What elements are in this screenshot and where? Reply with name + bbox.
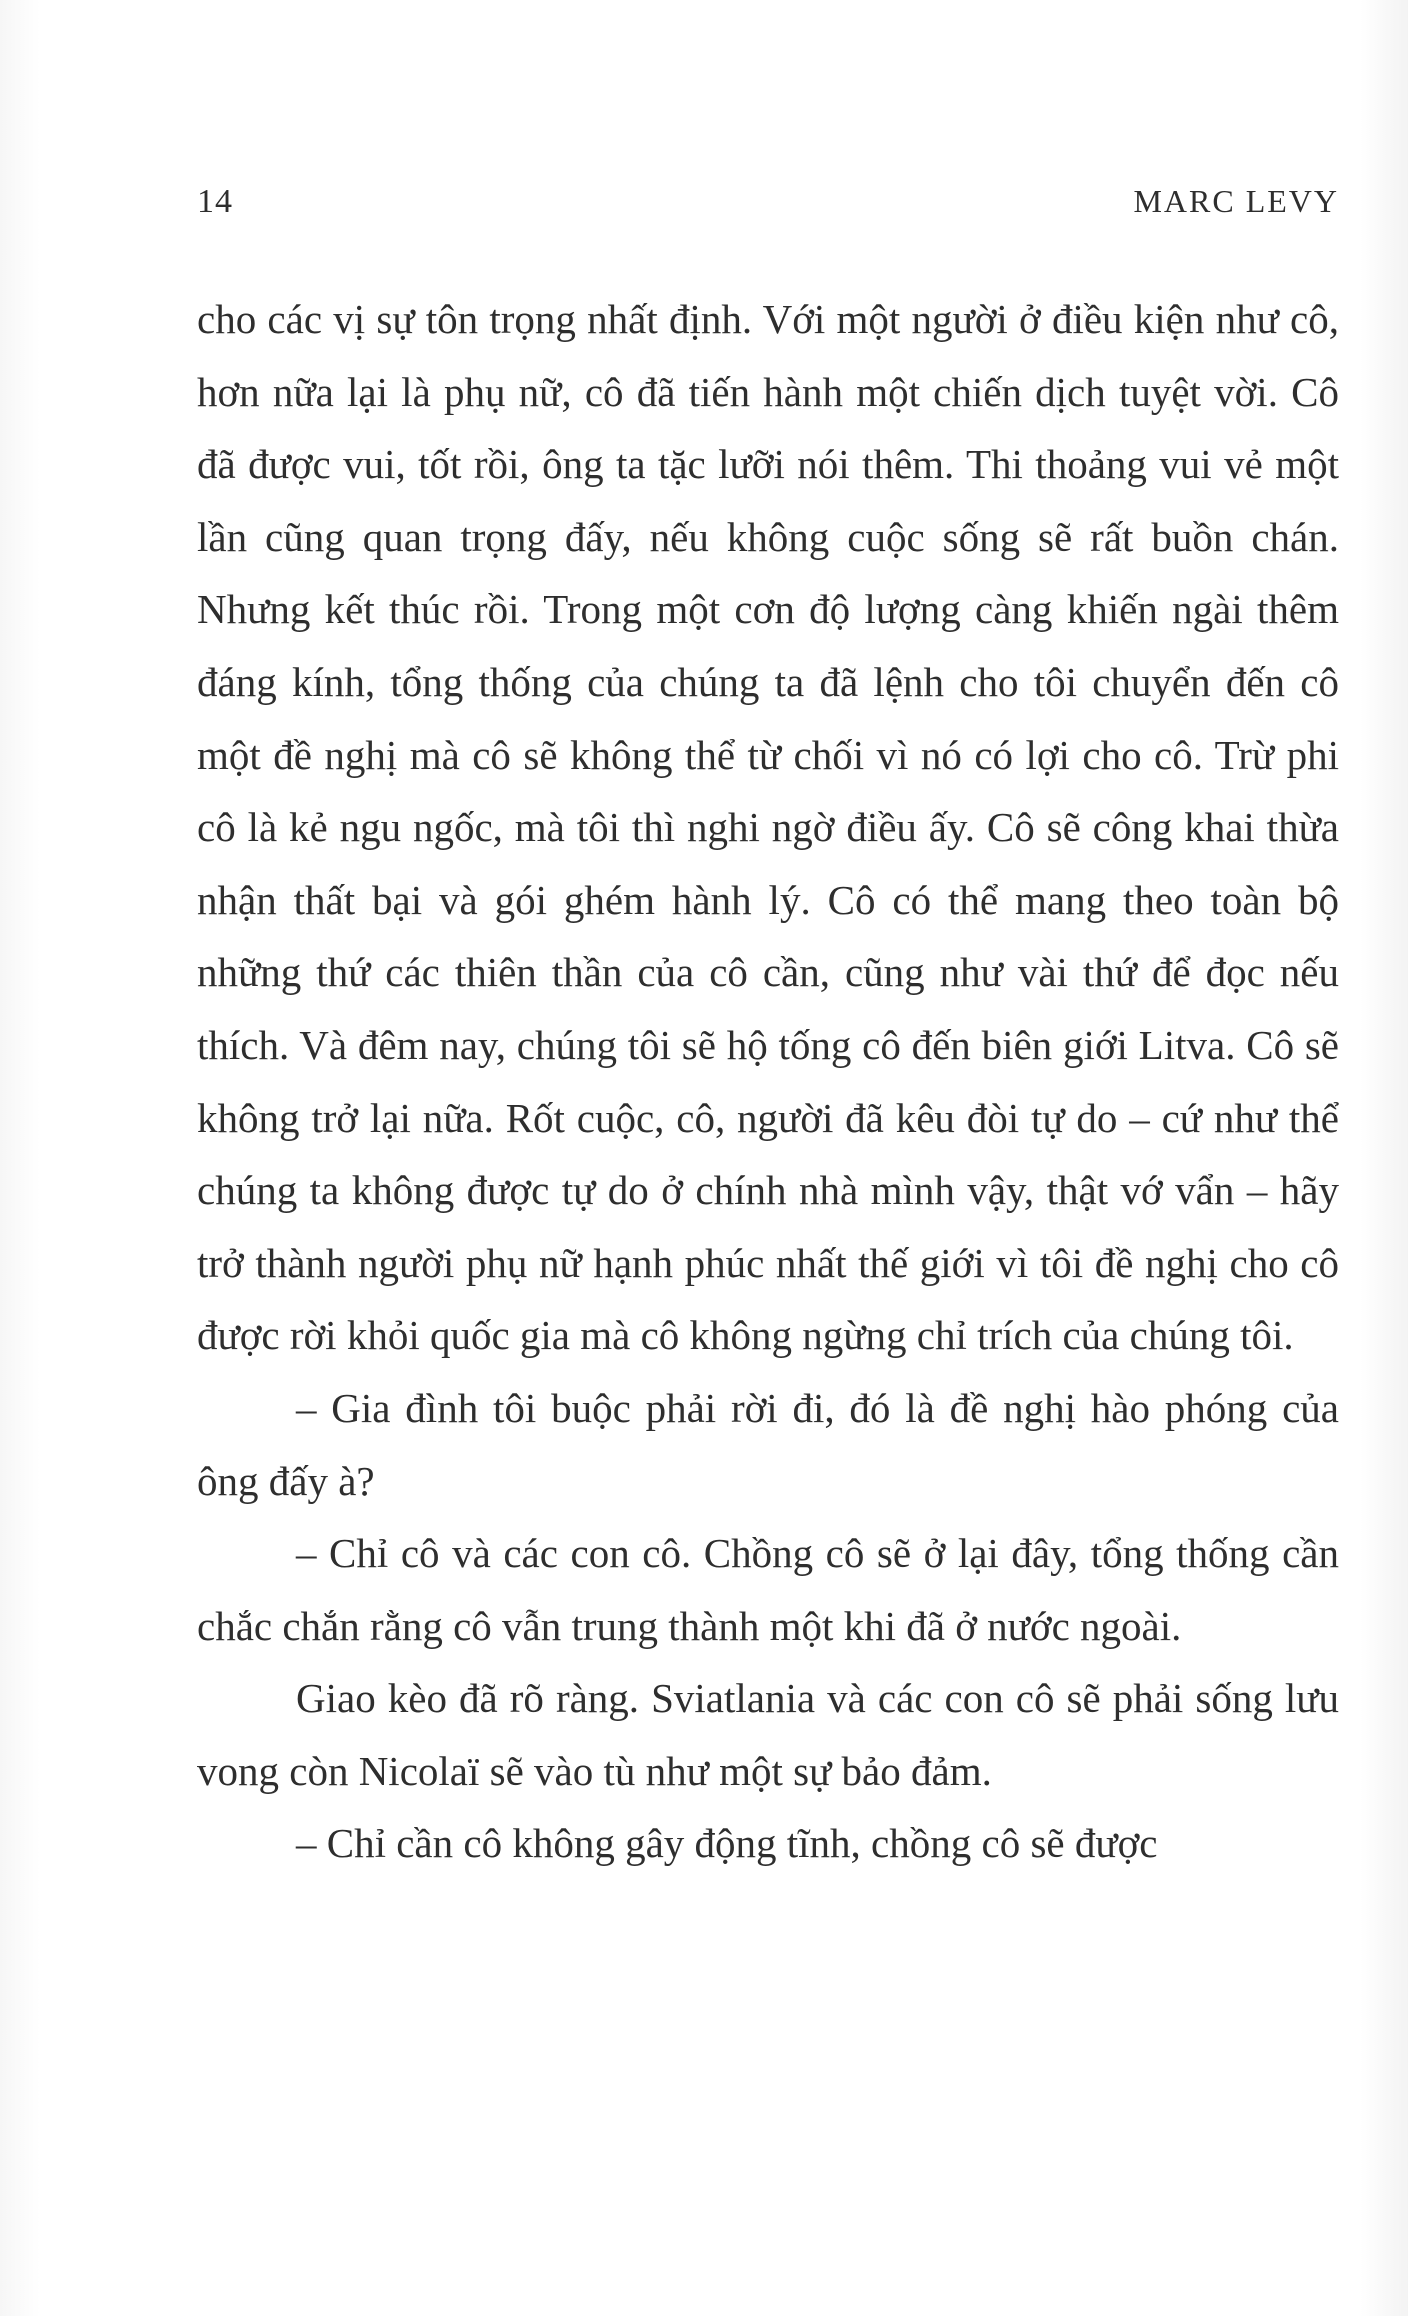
running-head-author: MARC LEVY [1133, 183, 1339, 219]
paragraph: Giao kèo đã rõ ràng. Sviatlania và các con cô sẽ phải sống lưu vong còn Nicolaï sẽ vào tù như một sự bảo đảm. [197, 1675, 1339, 1794]
paragraph: cho các vị sự tôn trọng nhất định. Với một người ở điều kiện như cô, hơn nữa lại là phụ nữ, cô đã tiến hành một chiến dịch tuyệt vời. Cô đã được vui, tốt rồi, ông ta tặc lưỡi nói thêm. Thi thoảng vui vẻ một lần cũng quan trọng đấy, nếu không cuộc sống sẽ rất buồn chán. Nhưng kết thúc rồi. Trong một cơn độ lượng càng khiến ngài thêm đáng kính, tổng thống của chúng ta đã lệnh cho tôi chuyển đến cô một đề nghị mà cô sẽ không thể từ chối vì nó có lợi cho cô. Trừ phi cô là kẻ ngu ngốc, mà tôi thì nghi ngờ điều ấy. Cô sẽ công khai thừa nhận thất bại và gói ghém hành lý. Cô có thể mang theo toàn bộ những thứ các thiên thần của cô cần, cũng như vài thứ để đọc nếu thích. Và đêm nay, chúng tôi sẽ hộ tống cô đến biên giới Litva. Cô sẽ không trở lại nữa. Rốt cuộc, cô, người đã kêu đòi tự do – cứ như thể chúng ta không được tự do ở chính nhà mình vậy, thật vớ vẩn – hãy trở thành người phụ nữ hạnh phúc nhất thế giới vì tôi đề nghị cho cô được rời khỏi quốc gia mà cô không ngừng chỉ trích của chúng tôi. [197, 296, 1339, 1359]
paragraph: – Chỉ cần cô không gây động tĩnh, chồng cô sẽ được [296, 1820, 1158, 1867]
running-head [197, 183, 1339, 233]
page-number: 14 [197, 183, 233, 220]
paragraph: – Gia đình tôi buộc phải rời đi, đó là đề nghị hào phóng của ông đấy à? [197, 1384, 1339, 1504]
body-text [197, 283, 1339, 1880]
paragraph: – Chỉ cô và các con cô. Chồng cô sẽ ở lại đây, tổng thống cần chắc chắn rằng cô vẫn trung thành một khi đã ở nước ngoài. [197, 1530, 1339, 1649]
